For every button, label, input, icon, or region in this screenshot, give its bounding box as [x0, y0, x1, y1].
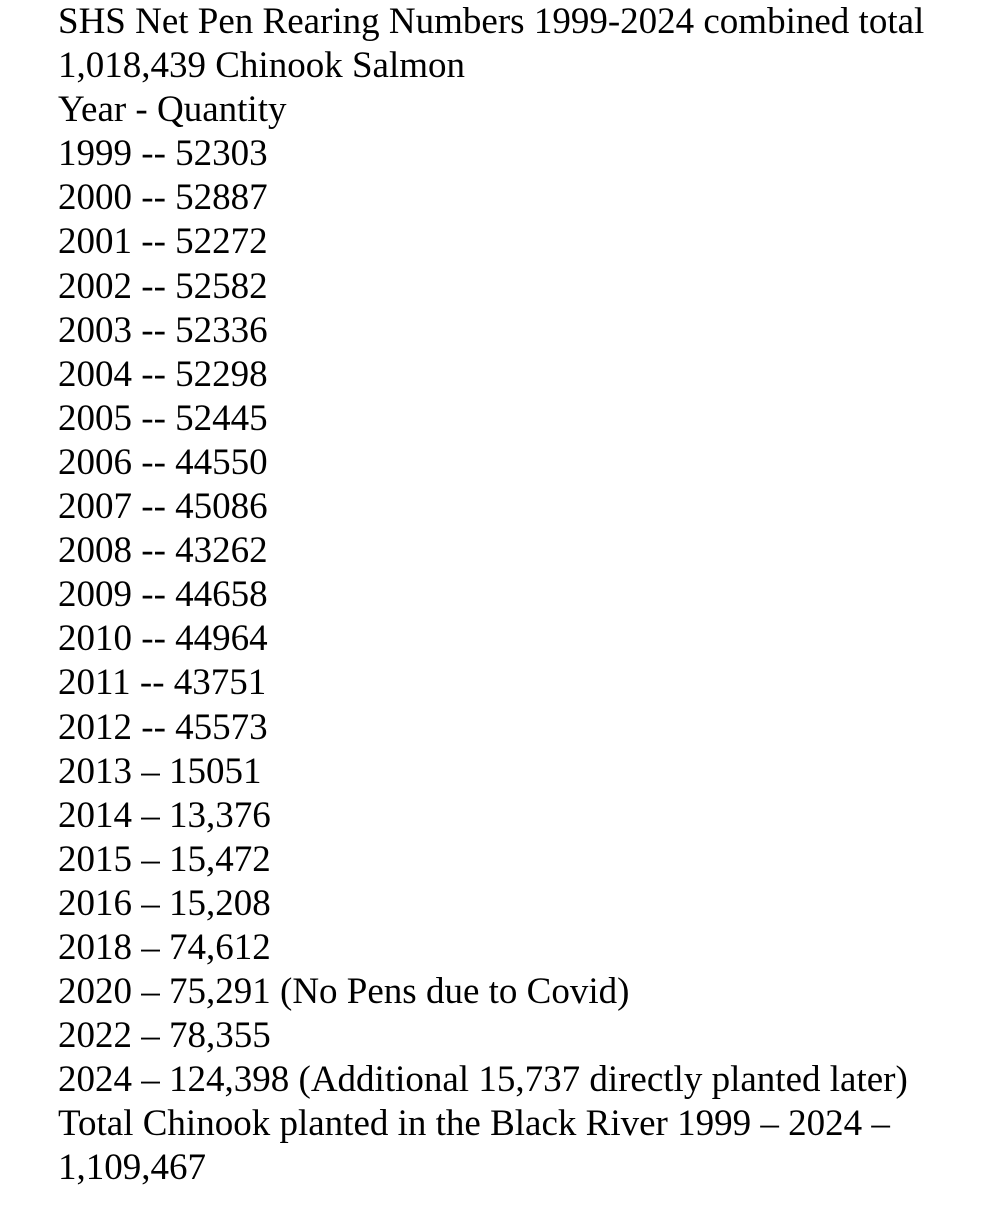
list-item: 2016 – 15,208 — [58, 882, 271, 924]
column-header: Year - Quantity — [58, 89, 287, 131]
list-item: 2008 -- 43262 — [58, 530, 268, 572]
list-item: 2022 – 78,355 — [58, 1015, 271, 1057]
document-title: SHS Net Pen Rearing Numbers 1999-2024 combined total 1,018,439 Chinook Salmon — [58, 1, 925, 87]
list-item: 2003 -- 52336 — [58, 309, 268, 351]
list-item: 2020 – 75,291 (No Pens due to Covid) — [58, 971, 630, 1013]
list-item: 2000 -- 52887 — [58, 177, 268, 219]
list-item: 2001 -- 52272 — [58, 221, 268, 263]
list-item: 2011 -- 43751 — [58, 662, 267, 704]
list-item: 2012 -- 45573 — [58, 706, 268, 748]
list-item: 2005 -- 52445 — [58, 397, 268, 439]
list-item: 2002 -- 52582 — [58, 265, 268, 307]
list-item: 2009 -- 44658 — [58, 574, 268, 616]
list-item: 1999 -- 52303 — [58, 133, 268, 175]
list-item: 2024 – 124,398 (Additional 15,737 directly planted later) — [58, 1059, 908, 1101]
list-item: 2013 – 15051 — [58, 750, 262, 792]
document-body — [58, 0, 978, 1191]
list-item: 2006 -- 44550 — [58, 441, 268, 483]
list-item: 2007 -- 45086 — [58, 486, 268, 528]
list-item: 2018 – 74,612 — [58, 926, 271, 968]
list-item: 2014 – 13,376 — [58, 794, 271, 836]
total-line: Total Chinook planted in the Black River 1999 – 2024 – 1,109,467 — [58, 1103, 890, 1189]
list-item: 2010 -- 44964 — [58, 618, 268, 660]
list-item: 2004 -- 52298 — [58, 353, 268, 395]
list-item: 2015 – 15,472 — [58, 838, 271, 880]
